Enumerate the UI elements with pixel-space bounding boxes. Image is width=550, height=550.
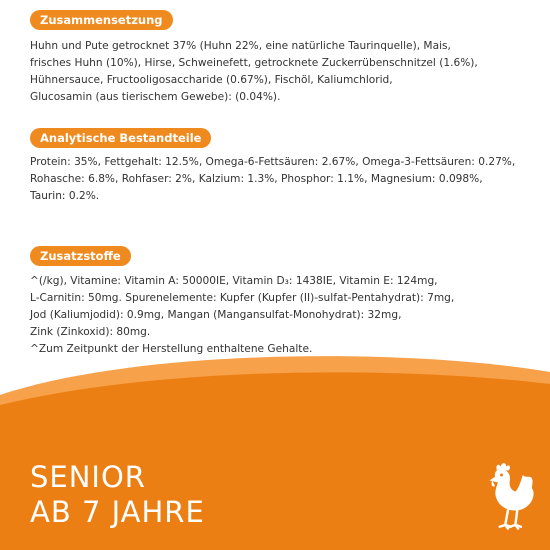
text-line: Huhn und Pute getrocknet 37% (Huhn 22%, eine natürliche Taurinquelle), Mais, [30, 40, 451, 52]
text-line: L-Carnitin: 50mg. Spurenelemente: Kupfer (Kupfer (II)-sulfat-Pentahydrat): 7mg, [30, 292, 455, 304]
text-line: frisches Huhn (10%), Hirse, Schweinefett, getrocknete Zuckerrübenschnitzel (1.6%), [30, 57, 478, 69]
text-line: Glucosamin (aus tierischem Gewebe): (0.04%). [30, 91, 281, 103]
text-line: Protein: 35%, Fettgehalt: 12.5%, Omega-6-Fettsäuren: 2.67%, Omega-3-Fettsäuren: 0.27%, [30, 156, 516, 168]
text-line: Jod (Kaliumjodid): 0.9mg, Mangan (Mangansulfat-Monohydrat): 32mg, [30, 309, 402, 321]
banner-title-senior: SENIOR [30, 460, 146, 494]
text-line: ^Zum Zeitpunkt der Herstellung enthaltene Gehalte. [30, 343, 313, 355]
text-line: ^(/kg), Vitamine: Vitamin A: 50000IE, Vitamin D₃: 1438IE, Vitamin E: 124mg, [30, 275, 438, 287]
banner-subtitle-age: AB 7 JAHRE [30, 495, 205, 529]
text-line: Taurin: 0.2%. [30, 190, 100, 202]
section-title-zusatzstoffe: Zusatzstoffe [30, 246, 131, 266]
section-title-analytische-bestandteile: Analytische Bestandteile [30, 128, 211, 148]
text-line: Zink (Zinkoxid): 80mg. [30, 326, 151, 338]
text-line: Rohasche: 6.8%, Rohfaser: 2%, Kalzium: 1.3%, Phosphor: 1.1%, Magnesium: 0.098%, [30, 173, 483, 185]
chicken-icon [480, 462, 536, 536]
text-line: Hühnersauce, Fructooligosaccharide (0.67%), Fischöl, Kaliumchlorid, [30, 74, 393, 86]
section-title-zusammensetzung: Zusammensetzung [30, 10, 173, 30]
